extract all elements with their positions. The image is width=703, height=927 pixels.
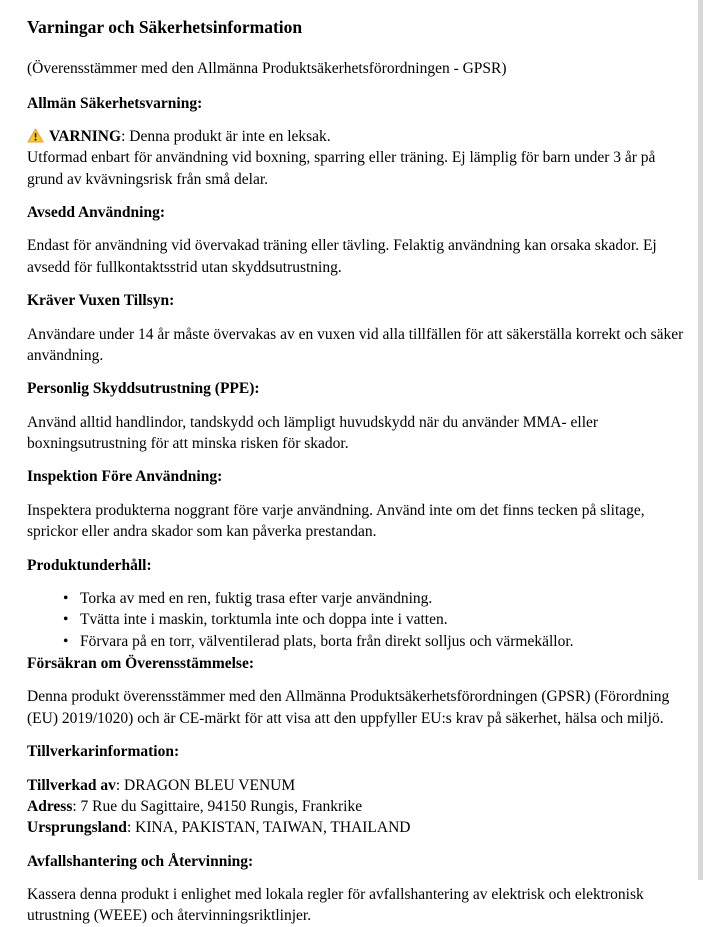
- section-heading-maintenance: Produktunderhåll:: [27, 556, 152, 574]
- section-heading-ppe: Personlig Skyddsutrustning (PPE):: [27, 380, 260, 398]
- warning-triangle-icon: [27, 128, 44, 143]
- manufacturer-row-value: : DRAGON BLEU VENUM: [115, 776, 296, 794]
- section-heading-adult-supervision: Kräver Vuxen Tillsyn:: [27, 292, 175, 310]
- manufacturer-row-label: Adress: [27, 797, 73, 815]
- paragraph-adult-supervision: Användare under 14 år måste övervakas av en vuxen vid alla tillfällen för att säkerställa korrekt och säker användning.: [27, 325, 684, 364]
- paragraph-general-safety: Utformad enbart för användning vid boxning, sparring eller träning. Ej lämplig för barn under 3 år på grund av kvävningsrisk från små delar.: [27, 149, 656, 188]
- maintenance-bullet-list: [27, 588, 686, 652]
- warning-line: [27, 126, 686, 147]
- paragraph-ppe: Använd alltid handlindor, tandskydd och lämpligt huvudskydd när du använder MMA- eller boxningsutrustning för att minska risken för skador.: [27, 413, 599, 453]
- manufacturer-row: [27, 775, 686, 796]
- section-heading-inspection: Inspektion Före Användning:: [27, 468, 223, 486]
- paragraph-intended-use: Endast för användning vid övervakad träning eller tävling. Felaktig användning kan orsaka skador. Ej avsedd för fullkontaktsstrid utan skyddsutrustning.: [27, 237, 657, 276]
- manufacturer-row-label: Ursprungsland: [27, 819, 127, 837]
- warning-label-suffix: : Denna produkt är inte en leksak.: [121, 127, 331, 145]
- list-item: • Tvätta inte i maskin, torktumla inte och doppa inte i vatten.: [63, 609, 686, 630]
- section-heading-intended-use: Avsedd Användning:: [27, 204, 165, 222]
- manufacturer-row: [27, 817, 686, 838]
- list-item: • Torka av med en ren, fuktig trasa efter varje användning.: [63, 588, 686, 609]
- section-heading-manufacturer: Tillverkarinformation:: [27, 743, 180, 761]
- scrollbar-track[interactable]: [698, 0, 703, 880]
- section-heading-conformity: Försäkran om Överensstämmelse:: [27, 655, 255, 673]
- list-item: • Förvara på en torr, välventilerad plats, borta från direkt solljus och värmekällor.: [63, 631, 686, 652]
- paragraph-conformity: Denna produkt överensstämmer med den Allmänna Produktsäkerhetsförordningen (GPSR) (Förordning (EU) 2019/1020) och är CE-märkt för att visa att den uppfyller EU:s krav på säkerhet, hälsa och miljö.: [27, 688, 670, 727]
- manufacturer-row-label: Tillverkad av: [27, 776, 116, 794]
- manufacturer-row-value: : KINA, PAKISTAN, TAIWAN, THAILAND: [126, 819, 411, 837]
- manufacturer-row-value: : 7 Rue du Sagittaire, 94150 Rungis, Frankrike: [72, 797, 363, 815]
- document-subtitle: (Överensstämmer med den Allmänna Produktsäkerhetsförordningen - GPSR): [27, 60, 507, 78]
- page-title: Varningar och Säkerhetsinformation: [27, 17, 303, 37]
- manufacturer-info: [27, 775, 686, 839]
- section-heading-general-safety: Allmän Säkerhetsvarning:: [27, 94, 203, 112]
- paragraph-disposal: Kassera denna produkt i enlighet med lokala regler för avfallshantering av elektrisk och elektronisk utrustning (WEEE) och återvinningsriktlinjer.: [27, 886, 644, 925]
- manufacturer-row: [27, 796, 686, 817]
- section-heading-disposal: Avfallshantering och Återvinning:: [27, 852, 254, 870]
- paragraph-inspection: Inspektera produkterna noggrant före varje användning. Använd inte om det finns tecken på slitage, sprickor eller andra skador som kan påverka prestandan.: [27, 501, 645, 541]
- warning-label: VARNING: [49, 127, 122, 145]
